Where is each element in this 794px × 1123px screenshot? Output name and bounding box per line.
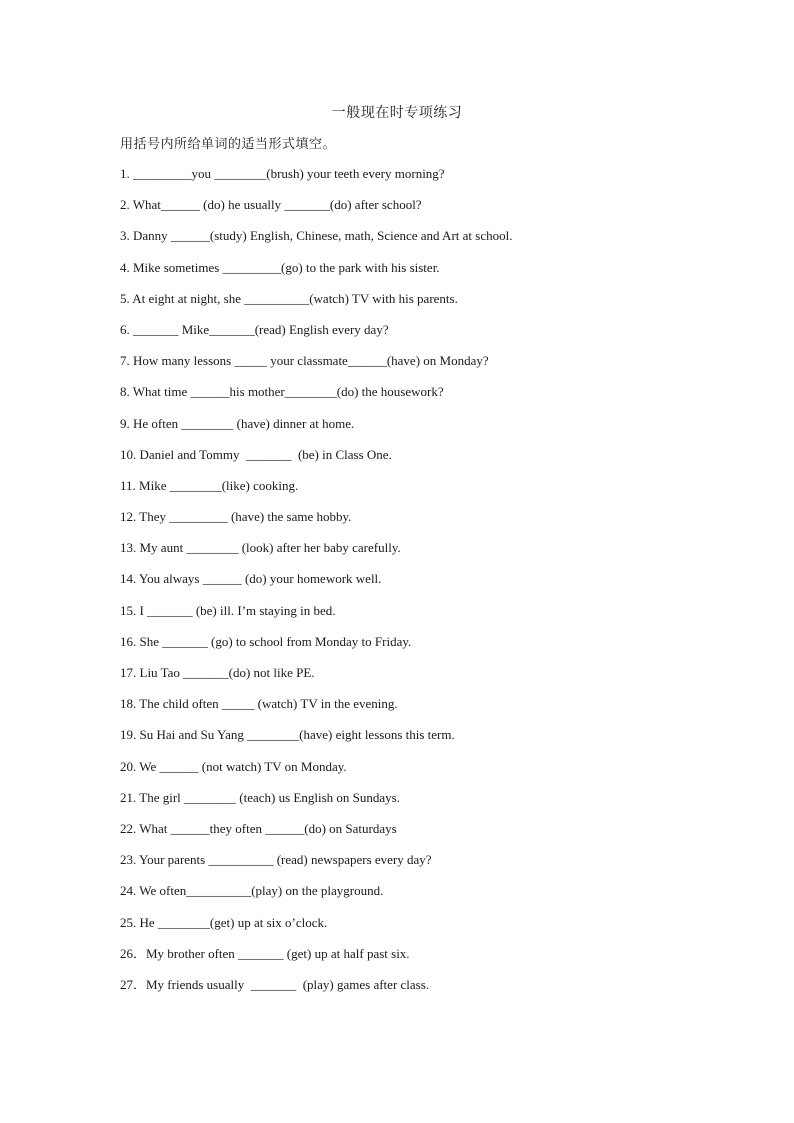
question-item: 5. At eight at night, she __________(watch) TV with his parents.	[120, 290, 458, 306]
question-item: 14. You always ______ (do) your homework well.	[120, 571, 382, 587]
question-item: 9. He often ________ (have) dinner at home.	[120, 415, 355, 431]
question-item: 24. We often__________(play) on the playground.	[120, 883, 384, 899]
question-item: 27．My friends usually _______ (play) games after class.	[120, 976, 430, 992]
question-item: 20. We ______ (not watch) TV on Monday.	[120, 758, 347, 774]
question-item: 15. I _______ (be) ill. I’m staying in bed.	[120, 602, 336, 618]
instruction-text: 用括号内所给单词的适当形式填空。	[120, 136, 337, 151]
question-item: 21. The girl ________ (teach) us English on Sundays.	[120, 789, 400, 805]
question-item: 6. _______ Mike_______(read) English every day?	[120, 321, 389, 337]
question-item: 13. My aunt ________ (look) after her baby carefully.	[120, 540, 401, 556]
question-item: 23. Your parents __________ (read) newspapers every day?	[120, 852, 432, 868]
question-item: 8. What time ______his mother________(do) the housework?	[120, 384, 444, 400]
question-item: 2. What______ (do) he usually _______(do) after school?	[120, 197, 422, 213]
question-item: 10. Daniel and Tommy _______ (be) in Class One.	[120, 446, 392, 462]
question-item: 19. Su Hai and Su Yang ________(have) eight lessons this term.	[120, 727, 455, 743]
question-item: 16. She _______ (go) to school from Monday to Friday.	[120, 633, 412, 649]
question-item: 12. They _________ (have) the same hobby.	[120, 509, 352, 525]
question-item: 11. Mike ________(like) cooking.	[120, 477, 299, 493]
question-list	[120, 163, 740, 1005]
question-item: 1. _________you ________(brush) your teeth every morning?	[120, 166, 445, 181]
question-item: 17. Liu Tao _______(do) not like PE.	[120, 665, 315, 680]
question-item: 18. The child often _____ (watch) TV in the evening.	[120, 696, 398, 712]
question-item: 3. Danny ______(study) English, Chinese, math, Science and Art at school.	[120, 228, 513, 244]
question-item: 4. Mike sometimes _________(go) to the park with his sister.	[120, 259, 440, 275]
question-item: 26．My brother often _______ (get) up at half past six.	[120, 945, 410, 961]
question-item: 7. How many lessons _____ your classmate______(have) on Monday?	[120, 353, 489, 369]
question-item: 22. What ______they often ______(do) on Saturdays	[120, 820, 397, 836]
question-item: 25. He ________(get) up at six o’clock.	[120, 914, 328, 930]
page-title: 一般现在时专项练习	[331, 106, 463, 121]
